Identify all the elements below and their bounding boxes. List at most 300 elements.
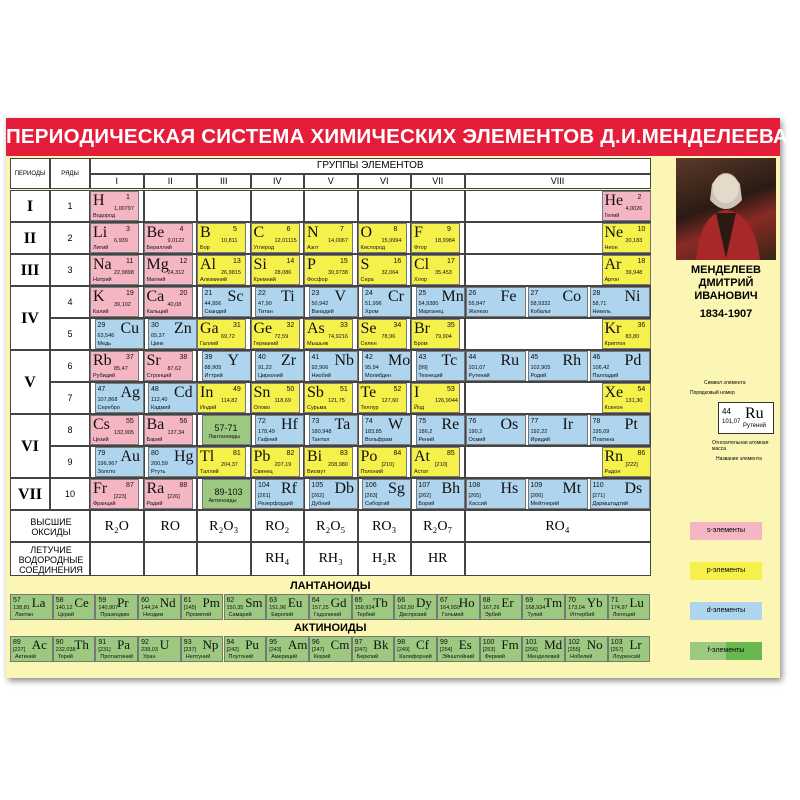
actinide-cell-Md	[522, 636, 565, 662]
element-name: Сурьма	[307, 405, 327, 411]
lanthanide-symbol: Tm	[544, 595, 563, 610]
hydrides-row-label	[10, 542, 90, 576]
element-name: Мышьяк	[307, 341, 329, 347]
lanthanide-mass: 162,50	[397, 605, 415, 611]
element-mass: 54,9380	[418, 301, 439, 307]
element-mass: 12,01115	[274, 238, 297, 244]
element-name: Калий	[93, 309, 109, 315]
element-mass: 69,72	[221, 334, 235, 340]
element-number: 13	[233, 258, 241, 265]
element-mass: 107,868	[97, 397, 118, 403]
oxide-formula: RO₃	[372, 519, 397, 534]
element-symbol: Kr	[604, 320, 622, 337]
element-name: Бром	[414, 341, 428, 347]
oxide-cell	[304, 510, 358, 542]
element-mass: 131,30	[625, 398, 643, 404]
oxide-formula: R₂O₃	[209, 519, 239, 534]
lanthanide-symbol: Gd	[330, 595, 347, 610]
actinide-name: Нептуний	[185, 654, 211, 660]
element-cell-F	[411, 223, 460, 253]
element-cell-Ta	[309, 415, 358, 445]
element-cell-Pd	[590, 351, 650, 381]
hydride-formula: RH₃	[318, 551, 343, 566]
actinide-number: 93	[183, 639, 192, 646]
element-cell-Hf	[255, 415, 304, 445]
element-number: 108	[468, 482, 481, 489]
element-mass: 26,9815	[221, 270, 241, 276]
period-label	[10, 414, 50, 478]
element-cell-Se	[358, 319, 407, 349]
hydride-cell	[411, 542, 465, 576]
element-mass: 40,08	[167, 302, 182, 308]
element-name: Индий	[200, 405, 217, 411]
element-name: Астат	[414, 469, 429, 475]
element-cell-At	[411, 447, 460, 477]
element-cell-Be	[144, 223, 193, 253]
element-name: Кислород	[360, 245, 386, 251]
actinide-name: Уран	[143, 654, 156, 660]
element-mass: 112,40	[151, 397, 168, 403]
element-symbol: Na	[93, 256, 112, 273]
lanthanide-number: 68	[482, 597, 491, 604]
element-name: Технеций	[418, 373, 443, 379]
element-mass: 63,546	[97, 333, 115, 339]
portrait	[676, 158, 776, 260]
lanthanide-name: Празеодим	[100, 612, 129, 618]
element-number: 21	[204, 290, 213, 297]
element-name: Олово	[253, 405, 270, 411]
element-cell-Si	[251, 255, 300, 285]
element-cell-He	[602, 191, 651, 221]
actinide-cell-Cf	[394, 636, 437, 662]
element-name: Золото	[97, 469, 116, 475]
element-name: Радон	[604, 469, 621, 475]
element-cell-P	[304, 255, 353, 285]
row-label	[50, 318, 90, 350]
element-number: 27	[530, 290, 539, 297]
element-cell-Pb	[251, 447, 300, 477]
actinide-number: 90	[55, 639, 64, 646]
element-name: Кремний	[253, 277, 276, 283]
actinide-mass: 238,03	[141, 647, 158, 653]
row-label-text: 8	[67, 425, 73, 435]
hydride-formula: HR	[428, 551, 448, 566]
element-number: 3	[126, 226, 130, 233]
element-cell-Ag	[95, 383, 144, 413]
hydride-cell	[251, 542, 305, 576]
element-symbol: I	[414, 384, 420, 401]
hydride-formula: RH₄	[265, 551, 290, 566]
element-mass: 126,9044	[435, 398, 458, 404]
lanthanide-number: 66	[397, 597, 406, 604]
actinide-mass: [237]	[183, 647, 197, 653]
element-cell-Pt	[590, 415, 650, 445]
element-cell-Sc	[202, 287, 251, 317]
element-number: 45	[530, 354, 539, 361]
actinide-cell-Ac	[10, 636, 53, 662]
actinide-mass: [247]	[354, 647, 367, 653]
group-label: I	[90, 174, 144, 189]
element-name: Хром	[365, 309, 379, 315]
element-number: 49	[233, 386, 241, 393]
oxide-cell	[251, 510, 305, 542]
element-cell-Fe	[466, 287, 526, 317]
element-cell-Au	[95, 447, 144, 477]
actinide-symbol: Cf	[415, 637, 429, 652]
element-mass: [99]	[418, 365, 428, 371]
legend-item-s: s-элементы	[690, 522, 762, 540]
element-number: 41	[311, 354, 320, 361]
element-name: Ванадий	[311, 309, 334, 315]
element-number: 34	[393, 322, 402, 329]
element-number: 23	[311, 290, 320, 297]
lanthanide-name: Лантан	[15, 612, 34, 618]
element-name: Скандий	[204, 309, 227, 315]
element-number: 51	[340, 386, 348, 393]
period-label-text: VII	[17, 486, 42, 503]
element-symbol: Bi	[307, 448, 323, 465]
element-symbol: Be	[146, 224, 165, 241]
oxide-formula: RO₂	[265, 519, 290, 534]
element-symbol: Cd	[174, 384, 193, 401]
key-number-label: Порядковый номер	[690, 390, 735, 396]
element-symbol: Ne	[604, 224, 624, 241]
row-label-text: 10	[64, 489, 75, 499]
element-number: 74	[365, 418, 373, 425]
element-mass: 195,09	[592, 429, 610, 435]
row-label	[50, 446, 90, 478]
element-mass: 35,453	[435, 270, 452, 276]
period-label	[10, 222, 50, 254]
element-number: 39	[204, 354, 213, 361]
lanthanide-name: Прометий	[185, 612, 212, 618]
element-name: Борий	[418, 501, 435, 507]
element-symbol: Sc	[227, 288, 244, 305]
actinide-symbol: Pu	[245, 637, 259, 652]
element-mass: 137,34	[167, 430, 185, 436]
lanthanide-symbol: Eu	[287, 595, 303, 610]
lanthanides-title: ЛАНТАНОИДЫ	[289, 580, 371, 592]
element-number: 17	[447, 258, 455, 265]
lanthanide-mass: 173,04	[568, 605, 585, 611]
actinide-mass: 232,038	[55, 647, 76, 653]
element-number: 28	[592, 290, 601, 297]
lanthanide-symbol: Dy	[415, 595, 432, 610]
legend-item-d: d-элементы	[690, 602, 762, 620]
hydride-cell	[465, 542, 651, 576]
element-name: Родий	[530, 373, 547, 379]
element-cell-Mn	[416, 287, 465, 317]
lanthanide-name: Тулий	[527, 612, 543, 618]
element-number: 47	[97, 386, 106, 393]
lanthanide-number: 69	[525, 597, 534, 604]
element-mass: 18,9984	[435, 238, 455, 244]
element-symbol: Hg	[174, 448, 194, 465]
element-cell-Mo	[362, 351, 411, 381]
element-cell-Mg	[144, 255, 193, 285]
element-mass: 22,9898	[114, 270, 134, 276]
actinide-symbol: Lr	[629, 637, 642, 652]
group-label: VII	[411, 174, 465, 189]
element-number: 6	[286, 226, 291, 233]
row-label-text: 1	[67, 201, 73, 211]
element-number: 26	[468, 290, 477, 297]
element-mass: 51,996	[365, 301, 382, 307]
actinide-symbol: Cm	[330, 637, 350, 652]
element-mass: [223]	[114, 494, 127, 500]
element-name: Дармштадтий	[592, 501, 628, 507]
element-name: Бор	[200, 245, 210, 251]
key-name-label: Название элемента	[716, 456, 762, 462]
element-symbol: Cr	[388, 288, 404, 305]
element-name: Фтор	[414, 245, 427, 251]
element-mass: 183,85	[365, 429, 382, 435]
element-symbol: Ga	[200, 320, 219, 337]
element-mass: 200,59	[151, 461, 168, 467]
portrait-name: МЕНДЕЛЕЕВ ДМИТРИЙ ИВАНОВИЧ	[691, 264, 761, 302]
actinide-name: Эйнштейний	[442, 654, 475, 660]
element-number: 50	[286, 386, 295, 393]
element-mass: 88,905	[204, 365, 222, 371]
element-number: 80	[151, 450, 159, 457]
element-symbol: Ru	[500, 352, 520, 369]
actinide-name: Менделевий	[527, 654, 560, 660]
element-name: Резерфордий	[258, 501, 293, 507]
row-label	[50, 286, 90, 318]
lanthanide-mass: 140,907	[98, 605, 119, 611]
element-mass: 24,312	[167, 270, 185, 276]
element-number: 53	[447, 386, 455, 393]
element-number: 83	[340, 450, 348, 457]
key-sample-symbol: Ru	[745, 405, 764, 422]
actinide-mass: [231]	[98, 647, 111, 653]
actinide-mass: [227]	[13, 647, 26, 653]
element-cell-Ds	[590, 479, 650, 509]
lanthanide-cell-Eu	[266, 594, 309, 620]
element-name: Полоний	[360, 469, 383, 475]
element-cell-Cr	[362, 287, 411, 317]
lanthanide-cell-Gd	[309, 594, 352, 620]
element-cell-Xe	[602, 383, 651, 413]
lanthanide-cell-Ho	[437, 594, 480, 620]
element-mass: 9,0122	[167, 238, 185, 244]
actinide-symbol: No	[586, 637, 603, 652]
legend-item-f: f-элементы	[690, 642, 762, 660]
element-number: 52	[393, 386, 402, 393]
element-mass: 28,086	[274, 270, 292, 276]
element-name: Гелий	[604, 213, 620, 219]
element-number: 79	[97, 450, 106, 457]
element-cell-Fr	[90, 479, 139, 509]
element-cell-Ne	[602, 223, 651, 253]
period-label-text: V	[24, 374, 36, 391]
lanthanide-symbol: Er	[501, 595, 514, 610]
element-symbol: Li	[93, 224, 108, 241]
element-name: Серебро	[97, 405, 120, 411]
element-mass: 192,22	[530, 429, 548, 435]
element-name: Франций	[93, 501, 116, 507]
element-symbol: Nb	[334, 352, 355, 369]
actinide-mass: [254]	[440, 647, 453, 653]
element-name: Рутений	[468, 373, 490, 379]
element-name: Углерод	[253, 245, 275, 251]
actinide-number: 91	[98, 639, 107, 646]
element-number: 4	[179, 226, 184, 233]
lanthanide-symbol: Pm	[202, 595, 220, 610]
element-name: Железо	[468, 309, 489, 315]
element-name: Теллур	[360, 405, 379, 411]
lanthanide-cell-La	[10, 594, 53, 620]
grid-cell	[358, 190, 412, 222]
group-label: VI	[358, 174, 412, 189]
element-number: 30	[151, 322, 159, 329]
lanthanide-number: 71	[610, 597, 619, 604]
lanthanide-cell-Nd	[138, 594, 181, 620]
element-cell-89-103	[202, 479, 251, 509]
hydrides-label-text: ЛЕТУЧИЕ ВОДОРОДНЫЕ СОЕДИНЕНИЯ	[18, 545, 84, 575]
element-cell-W	[362, 415, 411, 445]
element-symbol: Zr	[281, 352, 297, 369]
element-name: Тантал	[311, 437, 330, 443]
lanthanide-name: Диспрозий	[399, 612, 427, 618]
element-name: Селен	[360, 341, 377, 347]
element-name: Цезий	[93, 437, 109, 443]
element-name: Натрий	[93, 277, 112, 283]
element-name: Иттрий	[204, 373, 223, 379]
period-label	[10, 350, 50, 414]
element-cell-57-71	[202, 415, 251, 445]
element-cell-Hg	[148, 447, 197, 477]
element-name: Йод	[414, 405, 425, 411]
element-mass: 74,9216	[328, 334, 348, 340]
element-mass: [262]	[311, 493, 324, 499]
element-cell-Re	[416, 415, 465, 445]
element-cell-Bh	[416, 479, 465, 509]
element-symbol: K	[93, 288, 105, 305]
element-number: 10	[637, 226, 646, 233]
actinide-cell-Fm	[480, 636, 523, 662]
element-mass: 65,37	[151, 333, 165, 339]
lanthanide-number: 67	[440, 597, 448, 604]
element-cell-Ra	[144, 479, 193, 509]
element-mass: [262]	[418, 493, 431, 499]
lanthanide-cell-Yb	[565, 594, 608, 620]
element-mass: 204,37	[221, 462, 238, 468]
element-cell-H	[90, 191, 139, 221]
element-cell-Rb	[90, 351, 139, 381]
element-symbol: Sr	[146, 352, 161, 369]
element-name: Свинец	[253, 469, 273, 475]
hydride-cell	[144, 542, 198, 576]
element-mass: 44,956	[204, 301, 222, 307]
element-symbol: Cu	[120, 320, 140, 337]
element-symbol: 57-71	[214, 423, 238, 433]
lanthanide-number: 70	[568, 597, 576, 604]
element-symbol: Sn	[253, 384, 271, 401]
element-number: 88	[179, 482, 188, 489]
element-cell-Kr	[602, 319, 651, 349]
actinide-cell-Pu	[224, 636, 267, 662]
key-symbol-label: Символ элемента	[704, 380, 746, 386]
element-number: 16	[393, 258, 402, 265]
lanthanide-symbol: Lu	[629, 595, 644, 610]
element-number: 46	[592, 354, 601, 361]
element-number: 33	[340, 322, 348, 329]
element-mass: [266]	[530, 493, 543, 499]
element-mass: [222]	[625, 462, 638, 468]
oxide-cell	[197, 510, 251, 542]
element-number: 85	[447, 450, 455, 457]
element-symbol: Ir	[562, 416, 574, 433]
element-symbol: At	[414, 448, 430, 465]
lanthanide-mass: 140,12	[55, 605, 73, 611]
element-number: 109	[530, 482, 543, 489]
lanthanide-cell-Pr	[95, 594, 138, 620]
actinide-name: Берклий	[356, 654, 379, 660]
actinide-cell-Th	[53, 636, 96, 662]
element-mass: 78,96	[381, 334, 396, 340]
row-label	[50, 190, 90, 222]
element-symbol: Pt	[624, 416, 638, 433]
lanthanide-cell-Ce	[53, 594, 96, 620]
element-symbol: Tc	[441, 352, 458, 369]
element-number: 19	[126, 290, 134, 297]
rows-header: РЯДЫ	[50, 158, 90, 189]
element-symbol: Ti	[281, 288, 295, 305]
element-mass: 101,07	[468, 365, 486, 371]
element-symbol: Ag	[120, 384, 141, 401]
element-mass: 178,49	[258, 429, 275, 435]
element-cell-Db	[309, 479, 358, 509]
element-number: 42	[365, 354, 373, 361]
element-symbol: Fe	[500, 288, 517, 305]
element-cell-Hs	[466, 479, 526, 509]
element-cell-N	[304, 223, 353, 253]
element-mass: 58,71	[592, 301, 607, 307]
element-mass: [226]	[167, 494, 180, 500]
element-number: 7	[340, 226, 344, 233]
element-symbol: Ra	[146, 480, 165, 497]
lanthanide-number: 61	[183, 597, 192, 604]
element-mass: 196,967	[97, 461, 118, 467]
element-symbol: Xe	[604, 384, 624, 401]
actinide-symbol: Np	[202, 637, 219, 652]
actinide-cell-Np	[181, 636, 224, 662]
period-label	[10, 478, 50, 510]
element-number: 12	[179, 258, 188, 265]
element-number: 18	[637, 258, 646, 265]
oxides-label-text: ВЫСШИЕ ОКСИДЫ	[30, 517, 72, 537]
actinide-symbol: U	[159, 637, 170, 652]
element-mass: 14,0067	[328, 238, 348, 244]
lanthanide-name: Гольмий	[442, 612, 464, 618]
element-cell-Rf	[255, 479, 304, 509]
period-label-text: III	[20, 262, 40, 279]
element-symbol: Au	[120, 448, 141, 465]
row-label-text: 3	[67, 265, 73, 275]
element-number: 48	[151, 386, 159, 393]
lanthanide-symbol: Tb	[373, 595, 388, 610]
element-cell-Co	[528, 287, 588, 317]
group-label: III	[197, 174, 251, 189]
element-number: 86	[637, 450, 646, 457]
oxide-formula: R₂O₅	[316, 519, 346, 534]
oxide-cell	[465, 510, 651, 542]
actinide-mass: [255]	[568, 647, 581, 653]
actinide-number: 98	[397, 639, 406, 646]
element-number: 38	[179, 354, 188, 361]
oxide-formula: R₂O₇	[423, 519, 453, 534]
